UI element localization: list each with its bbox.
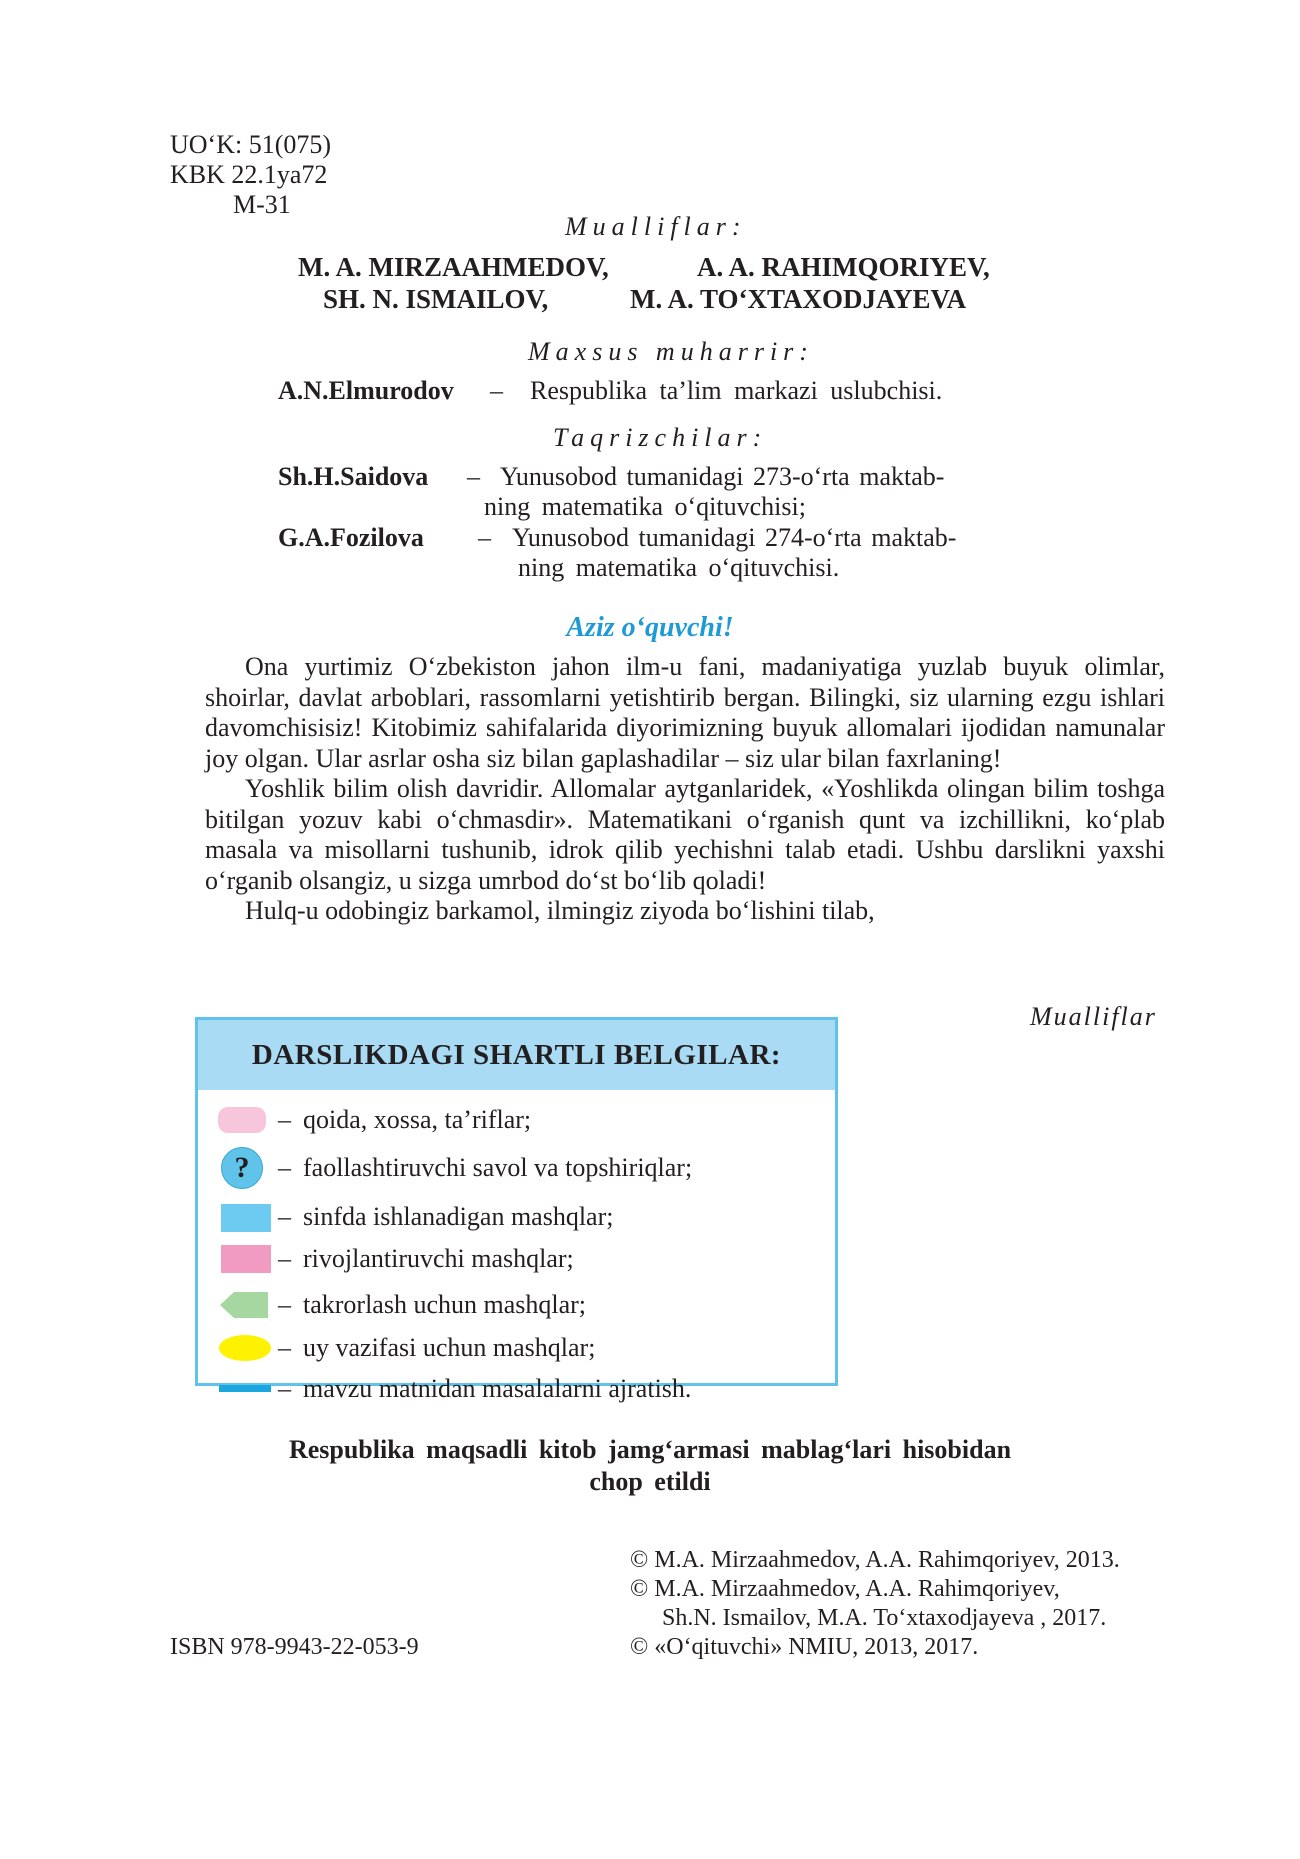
copyright-line-4: © «O‘qituvchi» NMIU, 2013, 2017. [630,1634,979,1660]
authors-heading: Mualliflar: [565,212,747,241]
reviewers-heading: Taqrizchilar: [553,423,768,452]
intro-text [205,652,1165,927]
legend-text-homework: uy vazifasi uchun mashqlar; [303,1333,596,1362]
bbk-code: KBK 22.1ya72 [170,160,328,189]
legend-item-rules [218,1103,531,1137]
funding-line-2: chop etildi [589,1467,711,1496]
authors-signature: Mualliflar [1030,1002,1157,1031]
legend-item-class-exercises [218,1200,613,1234]
intro-paragraph-3 [205,896,1165,927]
blue-line-icon [218,1373,272,1405]
legend-text-class-exercises: sinfda ishlanadigan mashqlar; [303,1202,614,1231]
reviewer-fozilova-line1: Yunusobod tumanidagi 274-o‘rta maktab- [512,523,957,552]
reviewer-saidova-dash: – [467,462,480,491]
legend-item-review-exercises [218,1288,586,1322]
reviewer-saidova-name: Sh.H.Saidova [278,462,429,491]
intro-paragraph-2 [205,774,1165,896]
copyright-line-1: © M.A. Mirzaahmedov, A.A. Rahimqoriyev, 2013. [630,1547,1120,1573]
pink-rounded-icon [218,1104,272,1136]
reviewer-saidova-line1: Yunusobod tumanidagi 273-o‘rta maktab- [500,462,945,491]
yellow-ellipse-icon [218,1332,272,1364]
question-mark-glyph: ? [221,1147,263,1189]
intro-paragraph-1-text: Ona yurtimiz O‘zbekiston jahon ilm-u fani, madaniyatiga yuzlab buyuk olimlar, shoirlar, davlat arboblari, rassomlarni yetishtirib bergan. Bilingki, siz ularning ezgu ishlari davomchisisiz! Kitobimiz sahifalarida diyorimizning buyuk allomalari ijodidan namunalar joy olgan. Ular asrlar osha siz bilan gaplashadilar – siz ular bilan faxrlaning! [205,652,1165,773]
legend-text-rules: qoida, xossa, ta’riflar; [303,1105,532,1134]
copyright-line-3: Sh.N. Ismailov, M.A. To‘xtaxodjayeva , 2017. [662,1605,1107,1631]
legend-dash: – [278,1105,291,1134]
greeting-title: Aziz o‘quvchi! [566,612,734,643]
author-mirzaahmedov: M. A. MIRZAAHMEDOV, [298,252,609,282]
editor-dash: – [490,376,503,405]
legend-dash: – [278,1153,291,1182]
author-ismailov: SH. N. ISMAILOV, [323,284,549,314]
reviewer-fozilova-name: G.A.Fozilova [278,523,424,552]
editor-name: A.N.Elmurodov [278,376,454,405]
intro-paragraph-1 [205,652,1165,774]
pink-rectangle-icon [218,1243,272,1275]
legend-box [195,1017,838,1403]
question-circle-icon [218,1146,272,1190]
isbn: ISBN 978-9943-22-053-9 [170,1634,419,1660]
legend-item-developing-exercises [218,1242,574,1276]
legend-text-questions: faollashtiruvchi savol va topshiriqlar; [303,1153,693,1182]
intro-paragraph-3-text: Hulq-u odobingiz barkamol, ilmingiz ziyoda bo‘lishini tilab, [245,896,875,925]
legend-text-highlight: mavzu matnidan masalalarni ajratish. [303,1374,692,1403]
blue-rectangle-icon [218,1201,272,1233]
legend-text-review-exercises: takrorlash uchun mashqlar; [303,1290,587,1319]
editor-role: Respublika ta’lim markazi uslubchisi. [530,376,943,405]
udc-code: UO‘K: 51(075) [170,130,332,159]
copyright-line-2: © M.A. Mirzaahmedov, A.A. Rahimqoriyev, [630,1576,1060,1602]
book-code: M-31 [233,190,291,219]
editor-heading: Maxsus muharrir: [528,337,814,366]
legend-dash: – [278,1333,291,1362]
legend-item-homework [218,1331,595,1365]
reviewer-fozilova-dash: – [478,523,491,552]
legend-item-questions [218,1146,692,1190]
reviewer-saidova-line2: ning matematika o‘qituvchisi; [484,492,806,521]
legend-item-highlight [218,1372,691,1406]
legend-dash: – [278,1374,291,1403]
author-rahimqoriyev: A. A. RAHIMQORIYEV, [697,252,990,282]
legend-dash: – [278,1202,291,1231]
author-toxtaxodjayeva: M. A. TO‘XTAXODJAYEVA [630,284,967,314]
legend-dash: – [278,1290,291,1319]
funding-line-1: Respublika maqsadli kitob jamg‘armasi mablag‘lari hisobidan [288,1435,1012,1464]
green-arrow-icon [218,1289,272,1321]
legend-dash: – [278,1244,291,1273]
reviewer-fozilova-line2: ning matematika o‘qituvchisi. [518,553,840,582]
intro-paragraph-2-text: Yoshlik bilim olish davridir. Allomalar aytganlaridek, «Yoshlikda olingan bilim toshga bitilgan yozuv kabi o‘chmasdir». Matematikani o‘rganish qunt va izchillikni, ko‘plab masala va misollarni tushunib, idrok qilib yechishni talab etadi. Ushbu darslikni yaxshi o‘rganib olsangiz, u sizga umrbod do‘st bo‘lib qoladi! [205,774,1165,895]
legend-title: DARSLIKDAGI SHARTLI BELGILAR: [198,1020,835,1090]
legend-text-developing-exercises: rivojlantiruvchi mashqlar; [303,1244,574,1273]
